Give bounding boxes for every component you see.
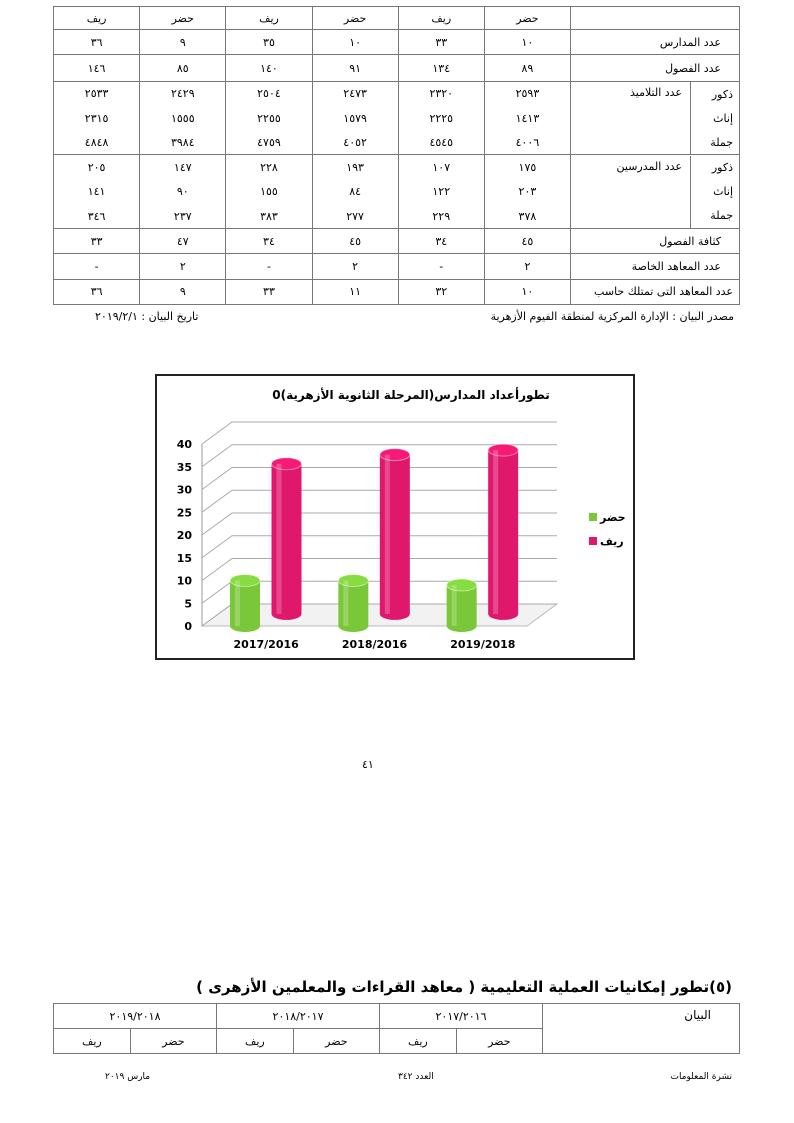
table-cell: ٣٦ — [54, 30, 140, 55]
table-row — [54, 229, 740, 254]
table-cell: ٣٥ — [226, 30, 312, 55]
schools-stats-table — [53, 6, 740, 305]
table-cell: ٨٩ — [484, 55, 570, 81]
y-tick-label: 25 — [176, 506, 192, 520]
table-cell: ١٤٠ — [226, 55, 312, 81]
y-tick-label: 20 — [176, 529, 192, 542]
table-cell: ٩ — [140, 279, 226, 304]
legend-label: ريف — [600, 535, 624, 548]
bar-top — [230, 575, 260, 587]
table-cell: ١٤١٣ — [484, 106, 570, 131]
row-label: عدد الفصول — [571, 55, 740, 81]
table-cell: ٤٠٥٢ — [312, 130, 398, 155]
table-cell: ١١ — [312, 279, 398, 304]
header-cell: ريف — [398, 7, 484, 30]
table-cell: ٢٠٥ — [54, 155, 140, 180]
table-cell: ٢٤٢٩ — [140, 81, 226, 106]
table-cell: ٨٤ — [312, 179, 398, 204]
table-cell: - — [54, 254, 140, 279]
source-note: مصدر البيان : الإدارة المركزية لمنطقة الفيوم الأزهرية — [490, 310, 734, 323]
bar — [338, 581, 368, 633]
table-cell: ٢٢٩ — [398, 204, 484, 229]
table-cell: ٢٢٢٥ — [398, 106, 484, 131]
table-cell: ١٢٢ — [398, 179, 484, 204]
bar-top — [338, 575, 368, 587]
sub-label: إناث — [713, 185, 733, 199]
y-tick-label: 5 — [184, 597, 192, 611]
table-cell: ٢٥٣٣ — [54, 81, 140, 106]
table-cell: ١٠٧ — [398, 155, 484, 180]
section-title: (٥)تطور إمكانيات العملية التعليمية ( معاهد القراءات والمعلمين الأزهرى ) — [196, 978, 732, 996]
bar-highlight — [343, 581, 348, 627]
bar — [380, 455, 410, 620]
bar — [272, 464, 302, 620]
row-label: عدد المعاهد التى تمتلك حاسب — [571, 279, 740, 304]
header-cell: حضر — [140, 7, 226, 30]
y-tick-label: 30 — [176, 483, 192, 497]
row-label: كثافة الفصول — [571, 229, 740, 254]
header-cell: ريف — [380, 1029, 457, 1054]
x-tick-label: 2019/2018 — [450, 638, 516, 651]
table-cell: ٢ — [312, 254, 398, 279]
table-cell: ٨٥ — [140, 55, 226, 81]
table-cell: ٢٣١٥ — [54, 106, 140, 131]
header-cell: ريف — [54, 7, 140, 30]
bar-highlight — [385, 455, 390, 614]
table-cell: ٢٧٧ — [312, 204, 398, 229]
footer-issue: العدد ٣٤٢ — [398, 1072, 434, 1082]
table-cell: ٩ — [140, 30, 226, 55]
x-tick-label: 2018/2016 — [341, 638, 408, 651]
schools-chart — [157, 376, 633, 658]
table-cell: ٢٣٢٠ — [398, 81, 484, 106]
header-cell: ريف — [226, 7, 312, 30]
chart-title: تطورأعداد المدارس(المرحلة الثانوية الأزهرية)0 — [272, 388, 550, 402]
table-cell: ٩١ — [312, 55, 398, 81]
row-label: عدد المدرسين — [616, 159, 682, 173]
table-cell: ٣٤ — [398, 229, 484, 254]
table-cell: ١٤١ — [54, 179, 140, 204]
footer-publication: نشرة المعلومات — [670, 1072, 732, 1082]
bar-highlight — [235, 581, 240, 627]
date-note: تاريخ البيان : ٢٠١٩/٢/١ — [95, 310, 199, 323]
header-cell: ريف — [54, 1029, 131, 1054]
y-tick-label: 35 — [176, 460, 192, 474]
year-header: ٢٠١٧/٢٠١٦ — [380, 1004, 543, 1029]
sub-label: جملة — [710, 135, 733, 149]
y-tick-label: 40 — [176, 438, 192, 451]
table-cell: ١٤٦ — [54, 55, 140, 81]
legend-swatch — [589, 537, 597, 545]
header-cell-empty — [571, 7, 740, 30]
footer-date: مارس ٢٠١٩ — [105, 1072, 151, 1082]
bar-highlight — [452, 585, 457, 626]
table-cell: ٢ — [140, 254, 226, 279]
table-row — [54, 279, 740, 304]
table-row — [54, 254, 740, 279]
table-cell: - — [398, 254, 484, 279]
table-header-row — [54, 7, 740, 30]
header-cell: ريف — [217, 1029, 294, 1054]
table-cell: ١٠ — [312, 30, 398, 55]
table-cell: ٢٥٩٣ — [484, 81, 570, 106]
statement-header: البيان — [543, 1004, 740, 1054]
table-cell: ١٧٥ — [484, 155, 570, 180]
reading-institutes-table — [53, 1003, 740, 1054]
page-number: ٤١ — [362, 758, 374, 771]
table-cell: ٢٣٧ — [140, 204, 226, 229]
x-tick-label: 2017/2016 — [233, 638, 299, 651]
table-cell: ٣٤٦ — [54, 204, 140, 229]
row-label: عدد المدارس — [571, 30, 740, 55]
table-cell: ١٠ — [484, 30, 570, 55]
header-cell: حضر — [312, 7, 398, 30]
table-row — [54, 30, 740, 55]
table-cell: ٣٢ — [398, 279, 484, 304]
y-tick-label: 15 — [176, 551, 192, 565]
sub-label: إناث — [713, 111, 733, 125]
table-cell: ٩٠ — [140, 179, 226, 204]
table-cell: ١٤٧ — [140, 155, 226, 180]
table-cell: ٤٧٥٩ — [226, 130, 312, 155]
table-cell: ٤٥ — [312, 229, 398, 254]
table-cell: - — [226, 254, 312, 279]
table-cell: ٣٨٣ — [226, 204, 312, 229]
students-group — [571, 81, 740, 155]
table-cell: ٢٢٥٥ — [226, 106, 312, 131]
table-cell: ٢٠٣ — [484, 179, 570, 204]
table-header-row — [54, 1004, 740, 1029]
table-cell: ٣٧٨ — [484, 204, 570, 229]
bar — [230, 581, 260, 633]
bar-highlight — [277, 464, 282, 614]
chart-frame — [155, 374, 635, 660]
table-cell: ٣٣ — [398, 30, 484, 55]
table-cell: ٢٥٠٤ — [226, 81, 312, 106]
header-cell: حضر — [484, 7, 570, 30]
year-header: ٢٠١٨/٢٠١٧ — [217, 1004, 380, 1029]
row-label: عدد التلاميذ — [629, 86, 682, 100]
y-tick-label: 0 — [184, 620, 192, 633]
table-cell: ٤٠٠٦ — [484, 130, 570, 155]
table-cell: ٤٥٤٥ — [398, 130, 484, 155]
teachers-group — [571, 155, 740, 229]
table-row — [54, 55, 740, 81]
table-cell: ١٥٥٥ — [140, 106, 226, 131]
sub-label: ذكور — [711, 161, 733, 175]
bar — [488, 450, 518, 620]
bar-highlight — [493, 450, 498, 614]
table-cell: ٤٨٤٨ — [54, 130, 140, 155]
sub-label: جملة — [710, 209, 733, 223]
bar-top — [447, 579, 477, 591]
table-cell: ٢٢٨ — [226, 155, 312, 180]
table-cell: ٣٦ — [54, 279, 140, 304]
table-cell: ٣٣ — [226, 279, 312, 304]
table-row — [54, 81, 740, 106]
table-cell: ٣٣ — [54, 229, 140, 254]
table-cell: ٢٤٧٣ — [312, 81, 398, 106]
table-cell: ٣٤ — [226, 229, 312, 254]
bar-top — [380, 449, 410, 461]
legend-swatch — [589, 513, 597, 521]
table-cell: ١٥٧٩ — [312, 106, 398, 131]
row-label: عدد المعاهد الخاصة — [571, 254, 740, 279]
gridline — [202, 422, 557, 444]
bar-top — [488, 444, 518, 456]
table-cell: ٤٥ — [484, 229, 570, 254]
table-cell: ١٥٥ — [226, 179, 312, 204]
legend-label: حضر — [600, 511, 626, 524]
table-cell: ٤٧ — [140, 229, 226, 254]
header-cell: حضر — [130, 1029, 216, 1054]
table-cell: ١٣٤ — [398, 55, 484, 81]
table-cell: ٣٩٨٤ — [140, 130, 226, 155]
table-cell: ٢ — [484, 254, 570, 279]
bar — [447, 585, 477, 632]
sub-label: ذكور — [711, 87, 733, 101]
year-header: ٢٠١٩/٢٠١٨ — [54, 1004, 217, 1029]
header-cell: حضر — [456, 1029, 542, 1054]
bar-top — [272, 458, 302, 470]
table-cell: ١٩٣ — [312, 155, 398, 180]
y-tick-label: 10 — [176, 574, 192, 588]
table-cell: ١٠ — [484, 279, 570, 304]
header-cell: حضر — [293, 1029, 379, 1054]
table-row — [54, 155, 740, 180]
